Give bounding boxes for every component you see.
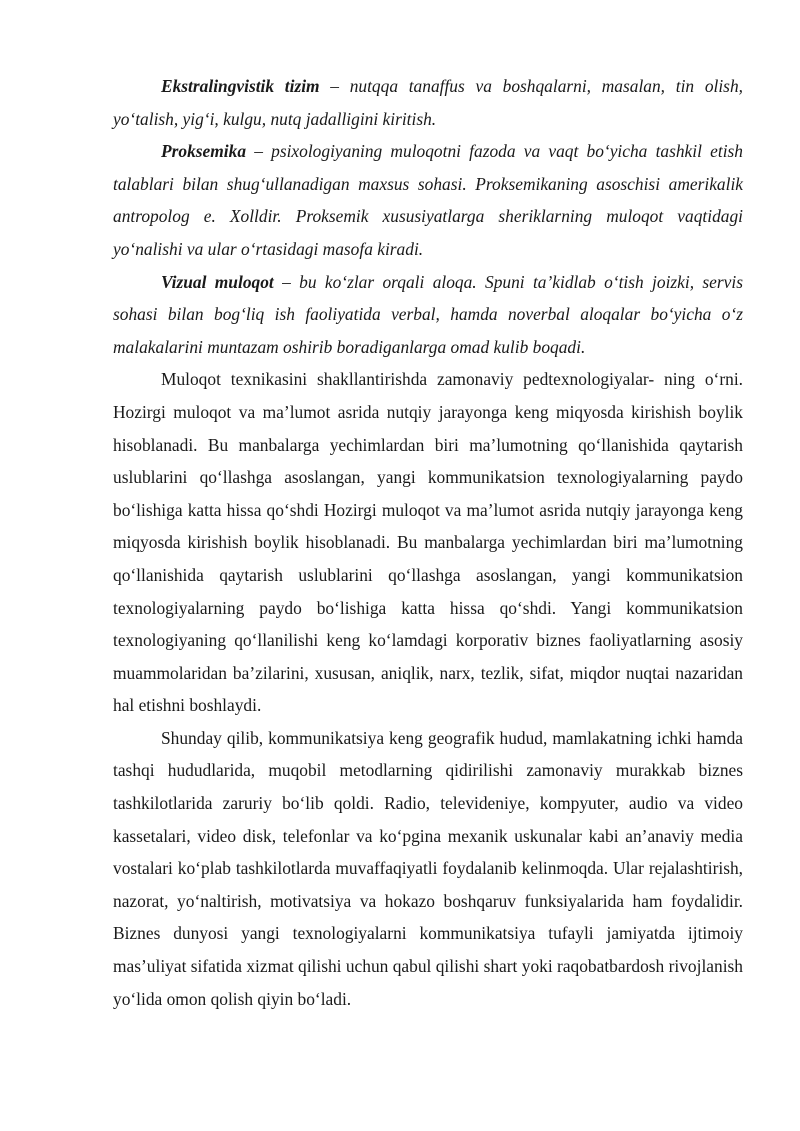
term-vizual-muloqot: Vizual muloqot (161, 271, 274, 292)
paragraph-proksemika (113, 135, 743, 265)
paragraph-ekstralingvistik (113, 70, 743, 135)
paragraph-muloqot-texnikasi: Muloqot texnikasini shakllantirishda zamonaviy pedtexnologiyalar- ning o‘rni. Hozirgi muloqot va ma’lumot asrida nutqiy jarayonga keng miqyosda kirishish boylik hisoblanadi. Bu manbalarga yechimlardan biri ma’lumotning qo‘llanishida qaytarish uslublarini qo‘llashga asoslangan, yangi kommunikatsion texnologiyalarning paydo bo‘lishiga katta hissa qo‘shdi Hozirgi muloqot va ma’lumot asrida nutqiy jarayonga keng miqyosda kirishish boylik hisoblanadi. Bu manbalarga yechimlardan biri ma’lumotning qo‘llanishida qaytarish uslublarini qo‘llashga asoslangan, yangi kommunikatsion texnologiyalarning paydo bo‘lishiga katta hissa qo‘shdi. Yangi kommunikatsion texnologiyaning qo‘llanilishi keng ko‘lamdagi korporativ biznes faoliyatlarning asosiy muammolaridan ba’zilarini, xususan, aniqlik, narx, tezlik, sifat, miqdor nuqtai nazaridan hal etishni boshlaydi. (113, 369, 743, 716)
definition-ekstralingvistik: – nutqqa tanaffus va boshqalarni, masalan, tin olish, yo‘talish, yig‘i, kulgu, nutq jadalligini kiritish. (113, 76, 743, 129)
document-page (113, 70, 743, 1015)
paragraph-kommunikatsiya: Shunday qilib, kommunikatsiya keng geografik hudud, mamlakatning ichki hamda tashqi hududlarida, muqobil metodlarning qidirilishi zamonaviy murakkab biznes tashkilotlarida zaruriy bo‘lib qoldi. Radio, televideniye, kompyuter, audio va video kassetalari, video disk, telefonlar va ko‘pgina mexanik uskunalar kabi an’anaviy media vostalari ko‘plab tashkilotlarda muvaffaqiyatli foydalanib kelinmoqda. Ular rejalashtirish, nazorat, yo‘naltirish, motivatsiya va hokazo boshqaruv funksiyalarida ham foydalidir. Biznes dunyosi yangi texnologiyalarni kommunikatsiya tufayli jamiyatda ijtimoiy mas’uliyat sifatida xizmat qilishi uchun qabul qilishi shart yoki raqobatbardosh rivojlanish yo‘lida omon qolish qiyin bo‘ladi. (113, 727, 743, 1009)
term-proksemika: Proksemika (161, 141, 247, 162)
paragraph-vizual-muloqot (113, 266, 743, 364)
term-ekstralingvistik: Ekstralingvistik tizim (161, 76, 320, 96)
definition-proksemika: – psixologiyaning muloqotni fazoda va vaqt bo‘yicha tashkil etish talablari bilan shug‘ullanadigan maxsus sohasi. Proksemikaning asoschisi amerikalik antropolog e. Xolldir. Proksemik xususiyatlarga sheriklarning muloqot vaqtidagi yo‘nalishi va ular o‘rtasidagi masofa kiradi. (113, 141, 743, 259)
definition-vizual-muloqot: – bu ko‘zlar orqali aloqa. Spuni ta’kidlab o‘tish joizki, servis sohasi bilan bog‘liq ish faoliyatida verbal, hamda noverbal aloqalar bo‘yicha o‘z malakalarini muntazam oshirib boradiganlarga omad kulib boqadi. (113, 271, 743, 357)
